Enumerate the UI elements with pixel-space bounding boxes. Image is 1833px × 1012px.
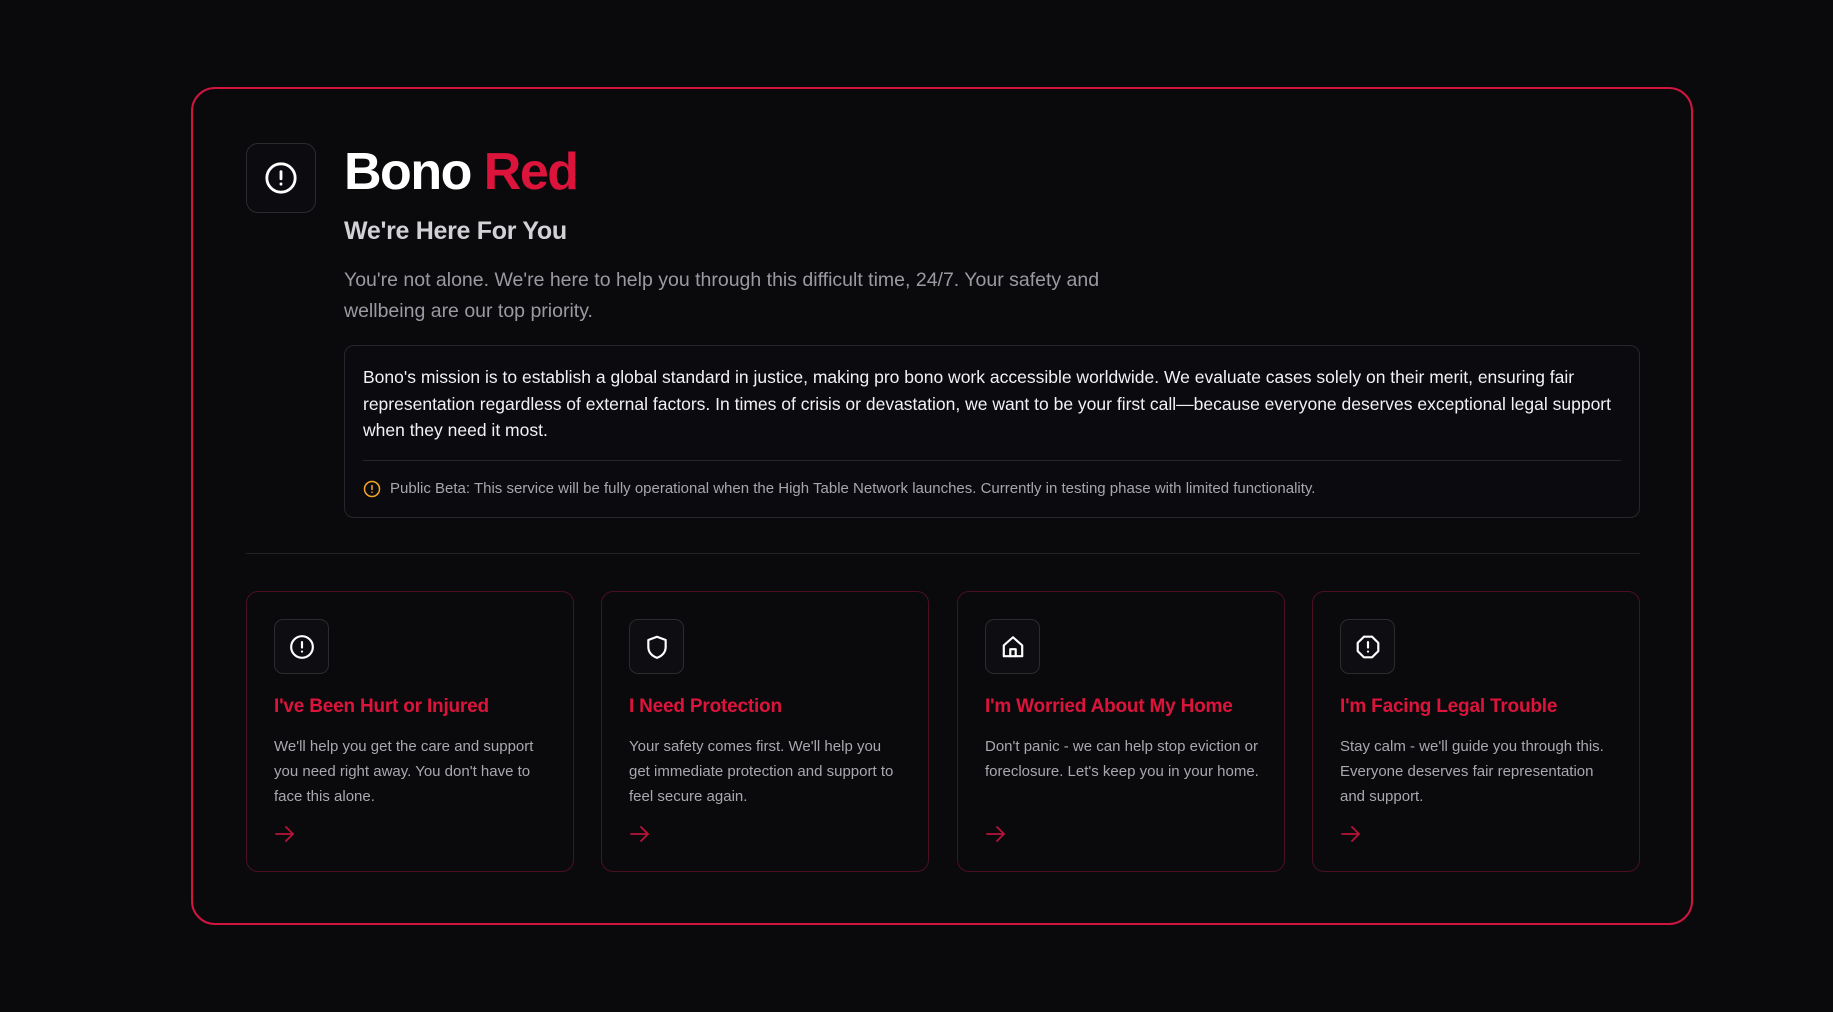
main-panel bbox=[191, 87, 1693, 925]
mission-box bbox=[344, 345, 1640, 518]
card-hurt-injured[interactable] bbox=[246, 591, 574, 872]
card-description: We'll help you get the care and support you need right away. You don't have to face this alone. bbox=[274, 738, 534, 805]
arrow-right-icon[interactable] bbox=[985, 825, 1007, 843]
card-description: Your safety comes first. We'll help you get immediate protection and support to feel secure again. bbox=[629, 738, 894, 805]
section-divider bbox=[246, 553, 1640, 554]
warning-icon bbox=[363, 480, 381, 498]
arrow-right-icon[interactable] bbox=[274, 825, 296, 843]
card-title: I'm Worried About My Home bbox=[985, 696, 1233, 717]
home-icon bbox=[985, 619, 1040, 674]
card-title: I Need Protection bbox=[629, 696, 782, 717]
title-primary: Bono bbox=[344, 143, 471, 201]
page-title bbox=[344, 141, 578, 203]
mission-text: Bono's mission is to establish a global standard in justice, making pro bono work accessible worldwide. We evaluate cases solely on their merit, ensuring fair representation regardless of external factors. In times of crisis or devastation, we want to be your first call—because everyone deserves exceptional legal support when they need it most. bbox=[363, 367, 1611, 440]
card-legal-trouble[interactable] bbox=[1312, 591, 1640, 872]
card-title: I'm Facing Legal Trouble bbox=[1340, 696, 1558, 717]
arrow-right-icon[interactable] bbox=[629, 825, 651, 843]
arrow-right-icon[interactable] bbox=[1340, 825, 1362, 843]
lead-text: You're not alone. We're here to help you through this difficult time, 24/7. Your safety and wellbeing are our top priority. bbox=[344, 269, 1100, 322]
beta-notice bbox=[363, 480, 1621, 498]
card-need-protection[interactable] bbox=[601, 591, 929, 872]
mission-divider bbox=[363, 460, 1621, 461]
alert-circle-icon bbox=[246, 143, 316, 213]
beta-notice-text: Public Beta: This service will be fully operational when the High Table Network launches. Currently in testing phase with limited functionality. bbox=[390, 480, 1316, 497]
title-accent: Red bbox=[483, 143, 578, 201]
card-description: Don't panic - we can help stop eviction or foreclosure. Let's keep you in your home. bbox=[985, 738, 1259, 780]
alert-octagon-icon bbox=[1340, 619, 1395, 674]
card-title: I've Been Hurt or Injured bbox=[274, 696, 489, 717]
page-subtitle: We're Here For You bbox=[344, 217, 567, 245]
card-description: Stay calm - we'll guide you through this. Everyone deserves fair representation and support. bbox=[1340, 738, 1604, 805]
alert-circle-icon bbox=[274, 619, 329, 674]
card-worried-home[interactable] bbox=[957, 591, 1285, 872]
shield-icon bbox=[629, 619, 684, 674]
